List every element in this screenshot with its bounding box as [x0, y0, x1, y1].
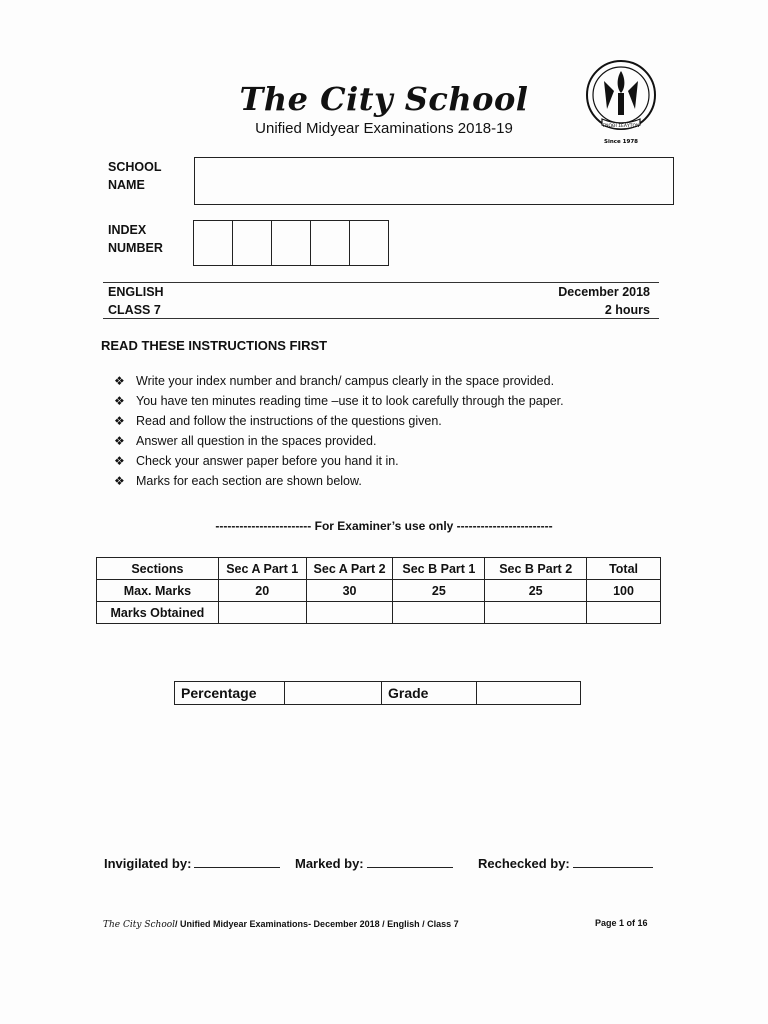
list-item: ❖ Answer all question in the spaces provided. — [114, 431, 564, 451]
table-row — [97, 580, 661, 602]
examiner-use-heading: ------------------------ For Examiner’s use only ------------------------ — [215, 519, 553, 533]
table-header: Sec A Part 1 — [218, 558, 306, 580]
list-item: ❖ Read and follow the instructions of the questions given. — [114, 411, 564, 431]
marks-table — [96, 557, 661, 624]
max-mark-cell: 100 — [587, 580, 661, 602]
list-item: ❖ You have ten minutes reading time –use it to look carefully through the paper. — [114, 391, 564, 411]
list-item: ❖ Marks for each section are shown below. — [114, 471, 564, 491]
table-header: Sections — [97, 558, 219, 580]
result-table — [174, 681, 581, 705]
percentage-label: Percentage — [175, 682, 285, 704]
max-mark-cell: 25 — [485, 580, 587, 602]
index-digit-cell[interactable] — [194, 221, 233, 265]
row-label: Max. Marks — [97, 580, 219, 602]
max-mark-cell: 30 — [306, 580, 393, 602]
subject-label: ENGLISH CLASS 7 — [108, 285, 164, 317]
school-name-field[interactable] — [194, 157, 674, 205]
rechecked-signature-line[interactable] — [573, 857, 653, 868]
obtained-mark-cell[interactable] — [485, 602, 587, 624]
crest-motto: ΓΝΩΘΙ ΣΕΑΥΤΟΝ — [602, 124, 640, 129]
max-mark-cell: 20 — [218, 580, 306, 602]
table-row — [97, 558, 661, 580]
diamond-bullet-icon: ❖ — [114, 434, 125, 448]
footer-text: The City School/ Unified Midyear Examinations- December 2018 / English / Class 7 — [103, 919, 459, 930]
school-name-label: SCHOOL NAME — [108, 160, 162, 192]
invigilated-by: Invigilated by: — [104, 856, 280, 871]
index-digit-cell[interactable] — [311, 221, 350, 265]
diamond-bullet-icon: ❖ — [114, 394, 125, 408]
page-number: Page 1 of 16 — [595, 918, 648, 928]
diamond-bullet-icon: ❖ — [114, 374, 125, 388]
index-digit-cell[interactable] — [350, 221, 388, 265]
exam-title: Unified Midyear Examinations 2018-19 — [255, 120, 513, 137]
obtained-mark-cell[interactable] — [306, 602, 393, 624]
divider-bottom — [103, 318, 659, 319]
diamond-bullet-icon: ❖ — [114, 474, 125, 488]
obtained-mark-cell[interactable] — [218, 602, 306, 624]
grade-field[interactable] — [477, 682, 573, 704]
list-item: ❖ Check your answer paper before you hand it in. — [114, 451, 564, 471]
rechecked-by: Rechecked by: — [478, 856, 653, 871]
exam-date-duration: December 2018 2 hours — [558, 285, 650, 317]
table-header: Sec B Part 1 — [393, 558, 485, 580]
crest-since: Since 1978 — [604, 139, 638, 145]
table-header: Total — [587, 558, 661, 580]
instructions-title: READ THESE INSTRUCTIONS FIRST — [101, 338, 328, 353]
index-digit-cell[interactable] — [233, 221, 272, 265]
table-header: Sec B Part 2 — [485, 558, 587, 580]
table-row — [97, 602, 661, 624]
table-header: Sec A Part 2 — [306, 558, 393, 580]
school-crest-icon — [582, 57, 660, 149]
school-title: The City School — [239, 80, 529, 118]
footer-brand: The City School — [103, 920, 176, 930]
marked-by: Marked by: — [295, 856, 453, 871]
instructions-list — [114, 371, 564, 491]
row-label: Marks Obtained — [97, 602, 219, 624]
invigilated-signature-line[interactable] — [194, 857, 280, 868]
diamond-bullet-icon: ❖ — [114, 454, 125, 468]
marked-signature-line[interactable] — [367, 857, 453, 868]
max-mark-cell: 25 — [393, 580, 485, 602]
percentage-field[interactable] — [285, 682, 382, 704]
diamond-bullet-icon: ❖ — [114, 414, 125, 428]
grade-label: Grade — [382, 682, 477, 704]
index-digit-cell[interactable] — [272, 221, 311, 265]
index-number-label: INDEX NUMBER — [108, 223, 163, 255]
index-number-field[interactable] — [193, 220, 389, 266]
obtained-mark-cell[interactable] — [393, 602, 485, 624]
obtained-mark-cell[interactable] — [587, 602, 661, 624]
list-item: ❖ Write your index number and branch/ campus clearly in the space provided. — [114, 371, 564, 391]
